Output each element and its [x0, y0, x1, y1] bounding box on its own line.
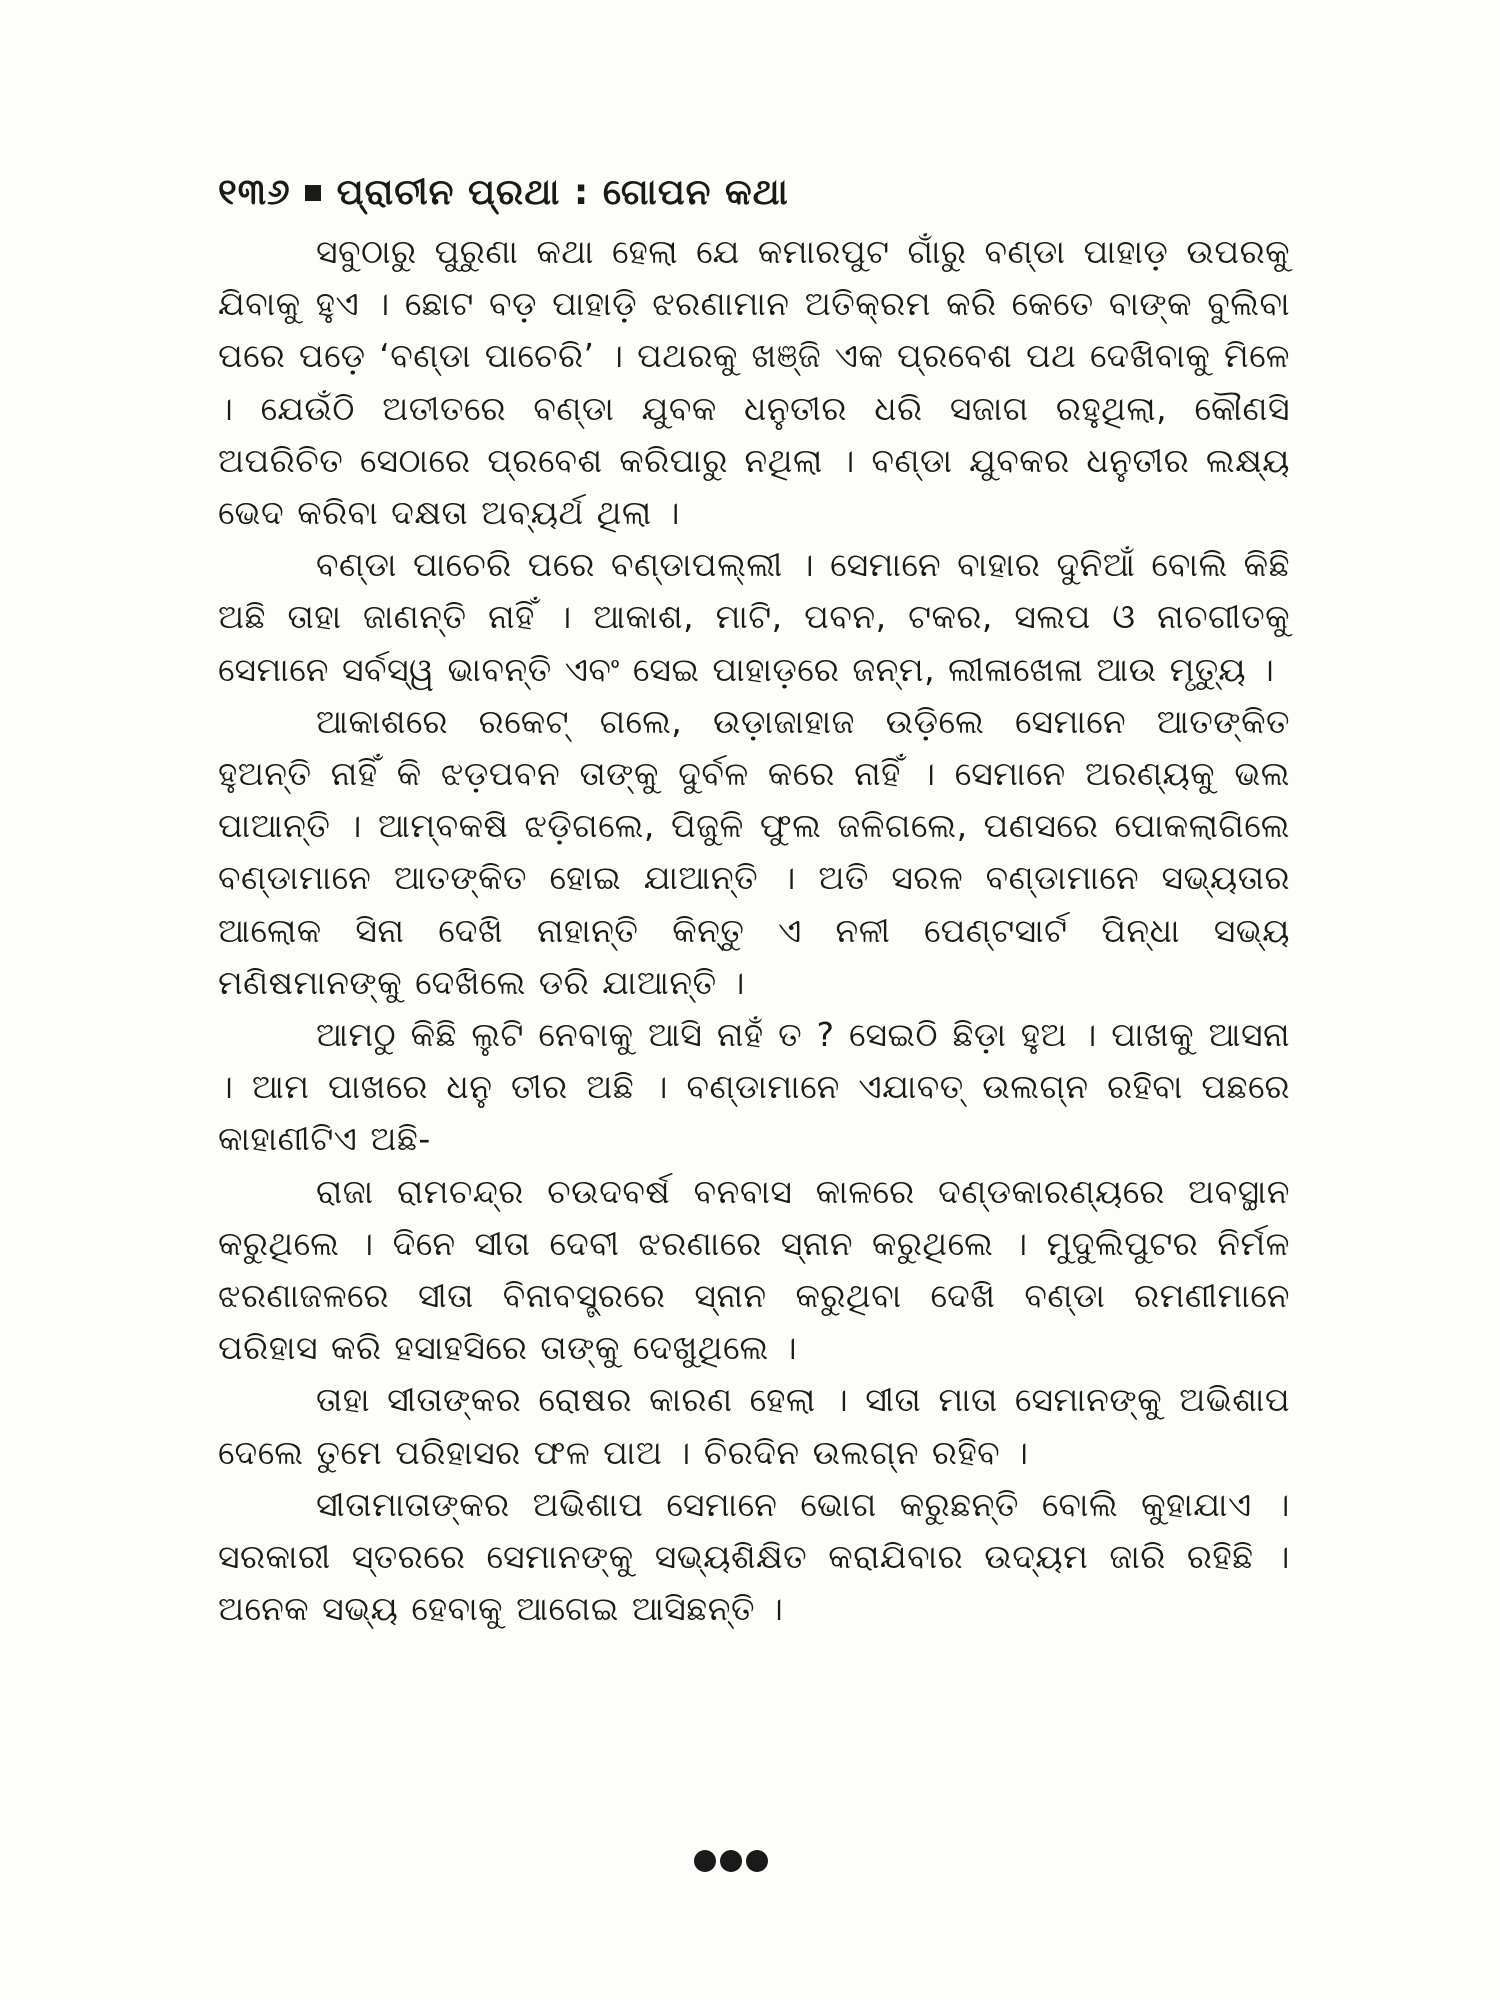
paragraph: ତାହା ସୀତାଙ୍କର ରୋଷର କାରଣ ହେଲା । ସୀତା ମାତା ସେମାନଙ୍କୁ ଅଭିଶାପ ଦେଲେ ତୁମେ ପରିହାସର ଫଳ ପାଅ । ଚିରଦିନ ଉଲଗ୍ନ ରହିବ ।: [218, 1380, 1290, 1472]
running-title: ପ୍ରାଚୀନ ପ୍ରଥା : ଗୋପନ କଥା: [336, 172, 789, 213]
paragraph: ସୀତାମାତାଙ୍କର ଅଭିଶାପ ସେମାନେ ଭୋଗ କରୁଛନ୍ତି ବୋଲି କୁହାଯାଏ । ସରକାରୀ ସ୍ତରରେ ସେମାନଙ୍କୁ ସଭ୍ୟଶିକ୍ଷିତ କରାଯିବାର ଉଦ୍ୟମ ଜାରି ରହିଛି । ଅନେକ ସଭ୍ୟ ହେବାକୁ ଆଗେଇ ଆସିଛନ୍ତି ।: [218, 1484, 1290, 1629]
square-bullet-icon: [305, 185, 321, 201]
three-dots-icon: [694, 1846, 814, 1876]
paragraph: ବଣ୍ଡା ପାଚେରି ପରେ ବଣ୍ଡାପଲ୍ଲୀ । ସେମାନେ ବାହାର ଦୁନିଆଁ ବୋଲି କିଛି ଅଛି ତାହା ଜାଣନ୍ତି ନାହିଁ । ଆକାଶ, ମାଟି, ପବନ, ଟକର, ସଲପ ଓ ନାଚଗୀତକୁ ସେମାନେ ସର୍ବସ୍ୱ ଭାବନ୍ତି ଏବଂ ସେଇ ପାହାଡ଼ରେ ଜନ୍ମ, ଲୀଳାଖେଳା ଆଉ ମୃତ୍ୟୁ ।: [218, 545, 1290, 689]
paragraph: ରାଜା ରାମଚନ୍ଦ୍ର ଚଉଦବର୍ଷ ବନବାସ କାଳରେ ଦଣ୍ଡକାରଣ୍ୟରେ ଅବସ୍ଥାନ କରୁଥିଲେ । ଦିନେ ସୀତା ଦେବୀ ଝରଣାରେ ସ୍ନାନ କରୁଥିଲେ । ମୁଦୁଲିପୁଟର ନିର୍ମଳ ଝରଣାଜଳରେ ସୀତା ବିନାବସ୍ତ୍ରରେ ସ୍ନାନ କରୁଥିବା ଦେଖି ବଣ୍ଡା ରମଣୀମାନେ ପରିହାସ କରି ହସାହସିରେ ତାଙ୍କୁ ଦେଖୁଥିଲେ ।: [218, 1171, 1290, 1368]
dot-icon: [720, 1850, 742, 1872]
page-header: [218, 168, 1318, 218]
paragraph: ଆକାଶରେ ରକେଟ୍ ଗଲେ, ଉଡ଼ାଜାହାଜ ଉଡ଼ିଲେ ସେମାନେ ଆତଙ୍କିତ ହୁଅନ୍ତି ନାହିଁ କି ଝଡ଼ପବନ ତାଙ୍କୁ ଦୁର୍ବଳ କରେ ନାହିଁ । ସେମାନେ ଅରଣ୍ୟକୁ ଭଲ ପାଆନ୍ତି । ଆମ୍ବକଷି ଝଡ଼ିଗଲେ, ପିଜୁଳି ଫୁଲ ଜଳିଗଲେ, ପଣସରେ ପୋକଲାଗିଲେ ବଣ୍ଡାମାନେ ଆତଙ୍କିତ ହୋଇ ଯାଆନ୍ତି । ଅତି ସରଳ ବଣ୍ଡାମାନେ ସଭ୍ୟତାର ଆଲୋକ ସିନା ଦେଖି ନାହାନ୍ତି କିନ୍ତୁ ଏ ନଳୀ ପେଣ୍ଟସାର୍ଟ ପିନ୍ଧା ସଭ୍ୟ ମଣିଷମାନଙ୍କୁ ଦେଖିଲେ ଡରି ଯାଆନ୍ତି ।: [218, 701, 1290, 1002]
paragraph: ଆମଠୁ କିଛି ଲୁଟି ନେବାକୁ ଆସି ନାହଁ ତ ? ସେଇଠି ଛିଡ଼ା ହୁଅ । ପାଖକୁ ଆସନା । ଆମ ପାଖରେ ଧନୁ ତୀର ଅଛି । ବଣ୍ଡାମାନେ ଏଯାବତ୍ ଉଲଗ୍ନ ରହିବା ପଛରେ କାହାଣୀଟିଏ ଅଛି-: [218, 1015, 1290, 1159]
dot-icon: [746, 1850, 768, 1872]
dot-icon: [694, 1850, 716, 1872]
page-number: ୧୩୬: [218, 172, 291, 213]
paragraph: ସବୁଠାରୁ ପୁରୁଣା କଥା ହେଲା ଯେ କମାରପୁଟ ଗାଁରୁ ବଣ୍ଡା ପାହାଡ଼ ଉପରକୁ ଯିବାକୁ ହୁଏ । ଛୋଟ ବଡ଼ ପାହାଡ଼ି ଝରଣାମାନ ଅତିକ୍ରମ କରି କେତେ ବାଙ୍କ ବୁଲିବା ପରେ ପଡ଼େ ‘ବଣ୍ଡା ପାଚେରି’ । ପଥରକୁ ଖଞ୍ଜି ଏକ ପ୍ରବେଶ ପଥ ଦେଖିବାକୁ ମିଳେ । ଯେଉଁଠି ଅତୀତରେ ବଣ୍ଡା ଯୁବକ ଧନୁତୀର ଧରି ସଜାଗ ରହୁଥିଲା, କୌଣସି ଅପରିଚିତ ସେଠାରେ ପ୍ରବେଶ କରିପାରୁ ନଥିଲା । ବଣ୍ଡା ଯୁବକର ଧନୁତୀର ଲକ୍ଷ୍ୟ ଭେଦ କରିବା ଦକ୍ଷତା ଅବ୍ୟର୍ଥ ଥିଲା ।: [218, 232, 1290, 533]
body-text: [218, 226, 1290, 1635]
